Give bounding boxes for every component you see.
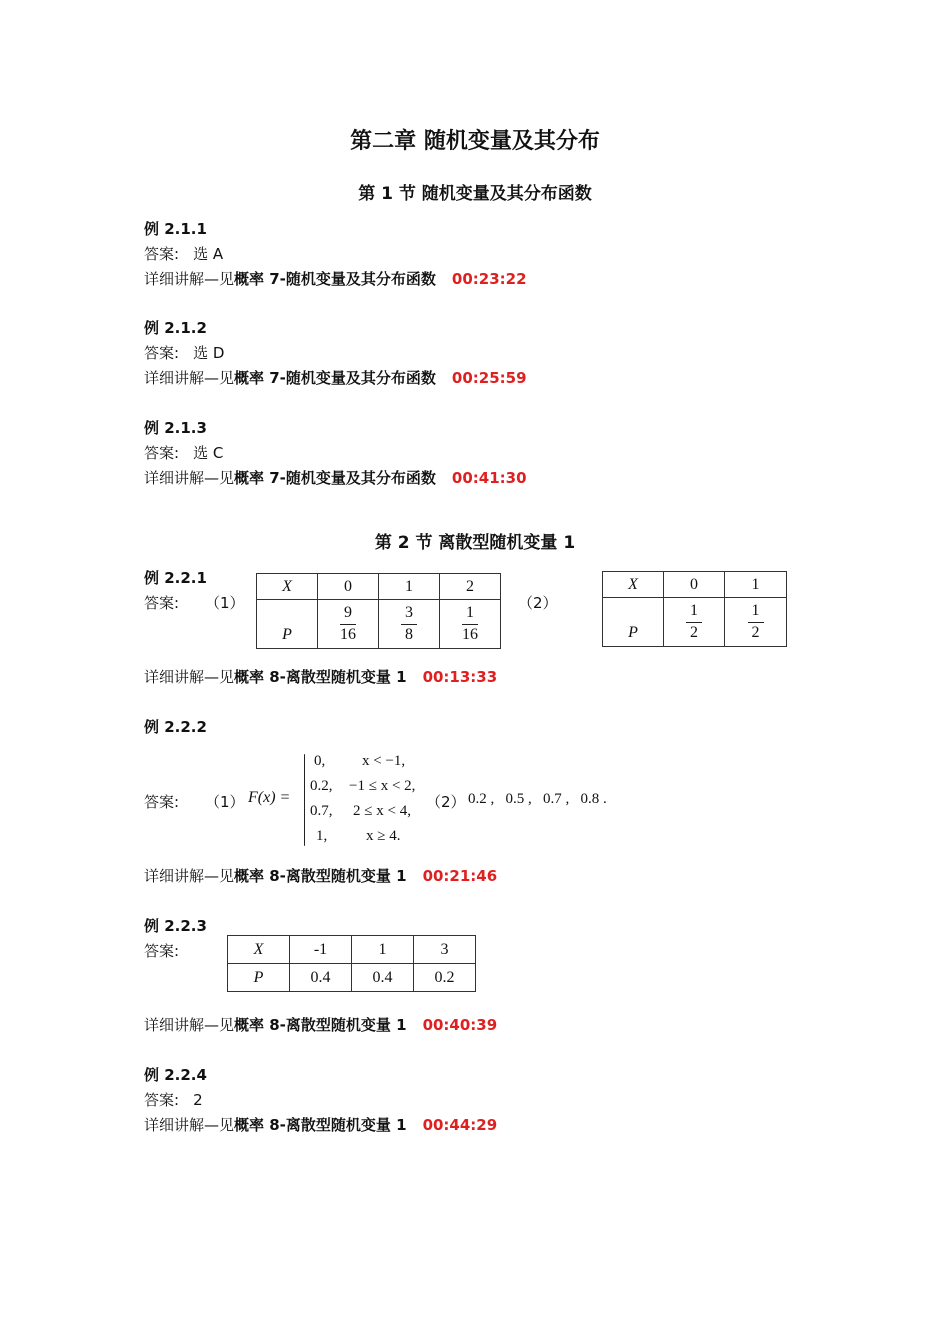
prob-cell <box>664 598 725 647</box>
prob-value: 0.4 <box>352 964 414 992</box>
x-value: 1 <box>725 572 787 598</box>
x-value: 0 <box>318 574 379 600</box>
x-header: X <box>603 572 664 598</box>
section-title: 第 2 节 离散型随机变量 1 <box>374 533 576 553</box>
timestamp: 00:44:29 <box>422 1116 498 1134</box>
distribution-table-2 <box>602 571 787 647</box>
lecture-ref: 概率 8-离散型随机变量 1 <box>234 668 407 686</box>
example-label: 例 2.2.4 <box>144 1066 207 1084</box>
detail-prefix: 详细讲解—见 <box>144 1116 235 1134</box>
timestamp: 00:13:33 <box>422 668 498 686</box>
part-2-label: （2） <box>426 793 466 811</box>
answer-line <box>144 243 223 264</box>
part-1-label: （1） <box>205 594 245 612</box>
part-1-label: （1） <box>205 793 245 811</box>
detail-line <box>144 1114 497 1135</box>
case-value: 0.2, <box>310 778 333 794</box>
detail-prefix: 详细讲解—见 <box>144 270 235 288</box>
answer-label: 答案: <box>144 942 180 960</box>
x-value: -1 <box>290 936 352 964</box>
distribution-table-1 <box>256 573 501 649</box>
prob-cell <box>318 600 379 649</box>
answer-label: 答案: <box>144 594 180 612</box>
answer-label: 答案: <box>144 245 180 263</box>
denominator: 8 <box>405 626 413 643</box>
answer-line <box>144 342 224 363</box>
lecture-ref: 概率 8-离散型随机变量 1 <box>234 1116 407 1134</box>
x-value: 3 <box>414 936 476 964</box>
chapter-title: 第二章 随机变量及其分布 <box>350 129 600 154</box>
detail-prefix: 详细讲解—见 <box>144 668 235 686</box>
part-2-label: （2） <box>518 594 558 612</box>
lecture-ref: 概率 7-随机变量及其分布函数 <box>234 469 436 487</box>
detail-line <box>144 367 527 388</box>
detail-prefix: 详细讲解—见 <box>144 1016 235 1034</box>
p-header: P <box>257 600 318 649</box>
function-lhs: F(x) = <box>248 789 291 806</box>
detail-line <box>144 666 497 687</box>
x-value: 1 <box>352 936 414 964</box>
example-label: 例 2.2.1 <box>144 569 207 587</box>
answer-label: 答案: <box>144 344 180 362</box>
answer-value: 选 C <box>193 444 224 462</box>
answer-value: 选 D <box>193 344 225 362</box>
x-value: 1 <box>379 574 440 600</box>
answer-value: 2 <box>193 1091 203 1109</box>
left-brace <box>304 754 305 846</box>
x-header: X <box>228 936 290 964</box>
answer-label: 答案: <box>144 1091 180 1109</box>
case-value: 0.7, <box>310 803 333 819</box>
lecture-ref: 概率 8-离散型随机变量 1 <box>234 1016 407 1034</box>
answer-line <box>144 1089 203 1110</box>
answer-label: 答案: <box>144 793 180 811</box>
detail-prefix: 详细讲解—见 <box>144 867 235 885</box>
answer-value: 选 A <box>193 245 224 263</box>
section-title: 第 1 节 随机变量及其分布函数 <box>358 184 592 204</box>
detail-line <box>144 1014 497 1035</box>
detail-prefix: 详细讲解—见 <box>144 369 235 387</box>
denominator: 2 <box>690 624 698 641</box>
x-header: X <box>257 574 318 600</box>
prob-value: 0.4 <box>290 964 352 992</box>
detail-prefix: 详细讲解—见 <box>144 469 235 487</box>
case-condition: −1 ≤ x < 2, <box>349 778 416 794</box>
example-label: 例 2.2.3 <box>144 917 207 935</box>
detail-line <box>144 268 527 289</box>
timestamp: 00:23:22 <box>451 270 527 288</box>
lecture-ref: 概率 8-离散型随机变量 1 <box>234 867 407 885</box>
case-value: 1, <box>316 828 328 844</box>
example-label: 例 2.1.2 <box>144 319 207 337</box>
detail-line <box>144 865 497 886</box>
case-condition: x ≥ 4. <box>366 828 401 844</box>
lecture-ref: 概率 7-随机变量及其分布函数 <box>234 369 436 387</box>
timestamp: 00:40:39 <box>422 1016 498 1034</box>
timestamp: 00:25:59 <box>451 369 527 387</box>
timestamp: 00:21:46 <box>422 867 498 885</box>
p-header: P <box>228 964 290 992</box>
timestamp: 00:41:30 <box>451 469 527 487</box>
denominator: 16 <box>462 626 478 643</box>
case-condition: x < −1, <box>362 753 406 769</box>
lecture-ref: 概率 7-随机变量及其分布函数 <box>234 270 436 288</box>
x-value: 0 <box>664 572 725 598</box>
case-condition: 2 ≤ x < 4, <box>353 803 411 819</box>
example-label: 例 2.1.1 <box>144 220 207 238</box>
distribution-table-3 <box>227 935 476 992</box>
numerator: 9 <box>340 605 356 625</box>
numerator: 1 <box>462 605 478 625</box>
answer-line <box>144 442 223 463</box>
prob-cell <box>440 600 501 649</box>
part-2-values: 0.2 , 0.5 , 0.7 , 0.8 . <box>468 791 607 807</box>
denominator: 16 <box>340 626 356 643</box>
p-header: P <box>603 598 664 647</box>
prob-cell <box>379 600 440 649</box>
example-label: 例 2.1.3 <box>144 419 207 437</box>
example-label: 例 2.2.2 <box>144 718 207 736</box>
denominator: 2 <box>751 624 760 641</box>
prob-cell <box>725 598 787 647</box>
detail-line <box>144 467 527 488</box>
case-value: 0, <box>314 753 326 769</box>
numerator: 3 <box>401 605 417 625</box>
prob-value: 0.2 <box>414 964 476 992</box>
x-value: 2 <box>440 574 501 600</box>
numerator: 1 <box>748 603 764 623</box>
answer-label: 答案: <box>144 444 180 462</box>
numerator: 1 <box>686 603 702 623</box>
